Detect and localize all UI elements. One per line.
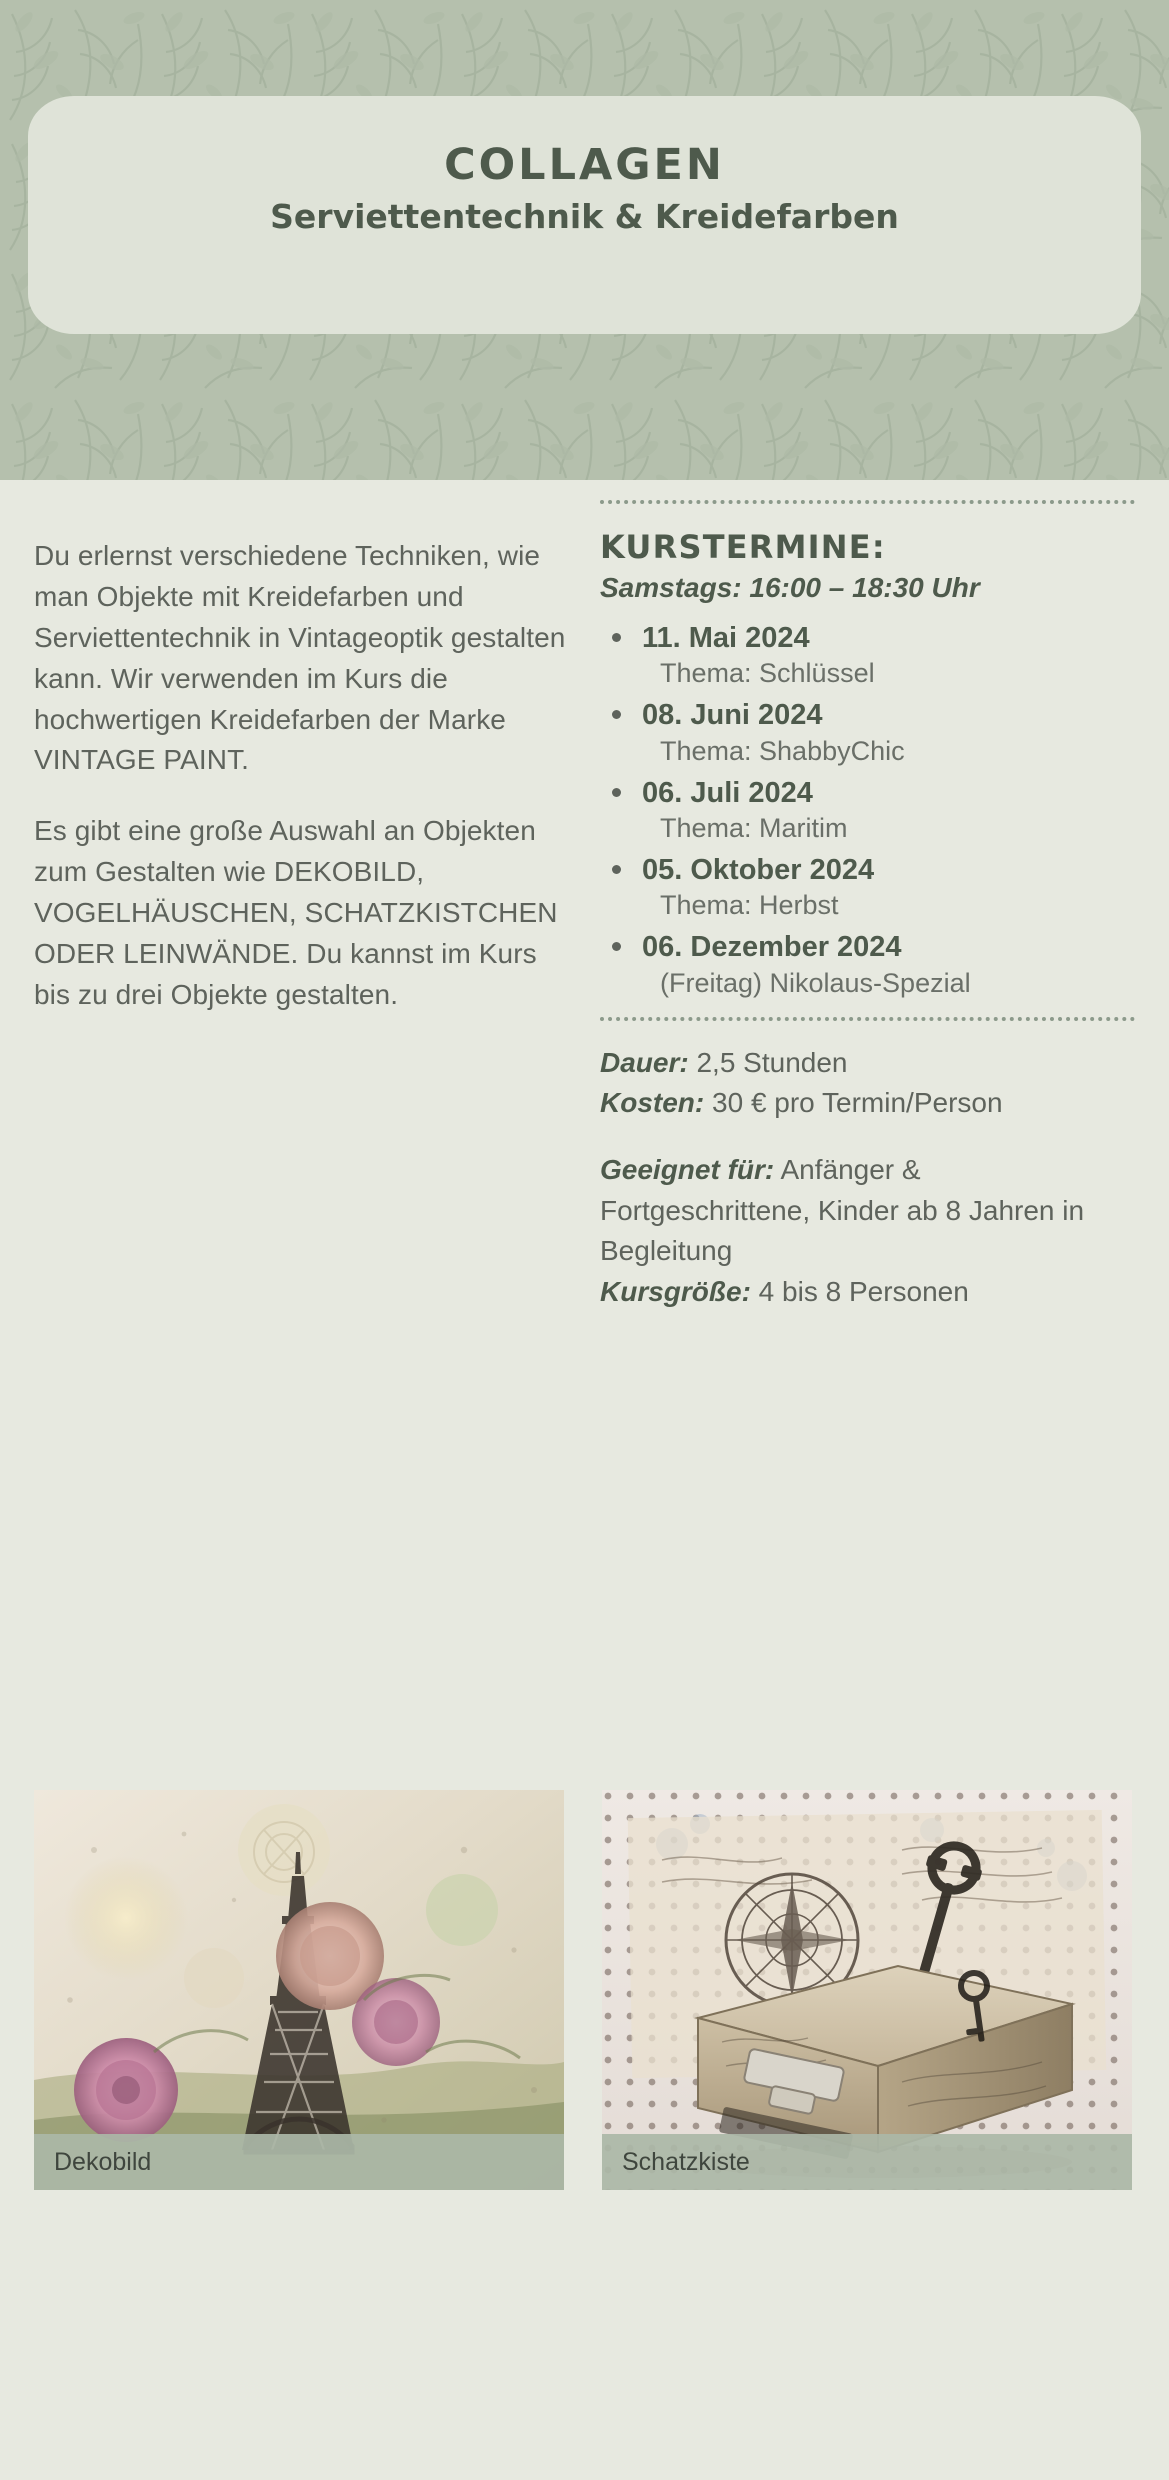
- header-title-plate: [28, 96, 1141, 334]
- photo-gallery: [0, 1790, 1169, 2220]
- photo-schatzkiste: [602, 1790, 1132, 2190]
- caption-text: Schatzkiste: [622, 2147, 750, 2176]
- caption-text: Dekobild: [54, 2147, 152, 2176]
- info-duration-label: Dauer:: [600, 1046, 689, 1078]
- gallery-item-schatzkiste: [602, 1790, 1132, 2190]
- description-column: [34, 536, 574, 1046]
- spacer: [600, 1124, 1135, 1150]
- info-groupsize-label: Kursgröße:: [600, 1275, 751, 1307]
- course-dates-list: [600, 620, 1135, 1001]
- list-item: [608, 620, 1135, 691]
- course-dates-column: [600, 500, 1135, 1312]
- dekobild-artwork: [34, 1790, 564, 2190]
- divider-top: [600, 500, 1135, 504]
- list-item: [608, 697, 1135, 768]
- date-topic: Thema: Herbst: [660, 890, 839, 921]
- description-paragraph-2: Es gibt eine große Auswahl an Objekten zum Gestalten wie DEKOBILD, VOGELHÄUSCHEN, SCHATZKISTCHEN ODER LEINWÄNDE. Du kannst im Kurs bis zu drei Objekte gestalten.: [34, 815, 558, 1010]
- date-label: 11. Mai 2024: [642, 622, 810, 654]
- date-topic: Thema: ShabbyChic: [660, 735, 905, 766]
- schatzkiste-artwork: [602, 1790, 1132, 2190]
- info-groupsize-value: 4 bis 8 Personen: [750, 1275, 969, 1307]
- caption-bar-dekobild: [34, 2134, 564, 2190]
- description-paragraph-1: Du erlernst verschiedene Techniken, wie man Objekte mit Kreidefarben und Serviettentechnik in Vintageoptik gestalten kann. Wir verwenden im Kurs die hochwertigen Kreidefarben der Marke VINTAGE PAINT.: [34, 540, 566, 776]
- list-item: [608, 775, 1135, 846]
- bullet-icon: [612, 865, 621, 874]
- photo-dekobild: [34, 1790, 564, 2190]
- date-topic: Thema: Maritim: [660, 812, 848, 843]
- date-label: 08. Juni 2024: [642, 699, 823, 732]
- page-subtitle: Serviettentechnik & Kreidefarben: [270, 197, 899, 237]
- course-info-block: [600, 1043, 1135, 1313]
- info-price-label: Kosten:: [600, 1087, 705, 1119]
- date-label: 06. Juli 2024: [642, 776, 813, 809]
- header-band: [0, 0, 1169, 480]
- list-item: [608, 852, 1135, 923]
- info-price-value: 30 € pro Termin/Person: [704, 1087, 1003, 1119]
- info-duration-value: 2,5 Stunden: [688, 1046, 848, 1078]
- bullet-icon: [612, 942, 621, 951]
- course-time: Samstags: 16:00 – 18:30 Uhr: [600, 572, 980, 603]
- page-title: COLLAGEN: [444, 140, 725, 190]
- info-duration: [600, 1043, 1135, 1084]
- divider-bottom: [600, 1017, 1135, 1021]
- info-suitable-label: Geeignet für:: [600, 1153, 775, 1185]
- info-groupsize: [600, 1272, 1135, 1313]
- info-price: [600, 1083, 1135, 1124]
- gallery-item-dekobild: [34, 1790, 564, 2190]
- caption-bar-schatzkiste: [602, 2134, 1132, 2190]
- bullet-icon: [612, 633, 621, 642]
- info-suitable-value: Anfänger & Fortgeschrittene, Kinder ab 8 Jahren in Begleitung: [600, 1153, 1085, 1267]
- date-topic: Thema: Schlüssel: [660, 658, 875, 689]
- course-dates-heading: KURSTERMINE:: [600, 528, 886, 566]
- bullet-icon: [612, 788, 621, 797]
- date-topic: (Freitag) Nikolaus-Spezial: [660, 967, 971, 998]
- date-label: 06. Dezember 2024: [642, 931, 902, 964]
- bullet-icon: [612, 710, 621, 719]
- info-suitable: [600, 1150, 1135, 1272]
- date-label: 05. Oktober 2024: [642, 854, 875, 887]
- list-item: [608, 929, 1135, 1000]
